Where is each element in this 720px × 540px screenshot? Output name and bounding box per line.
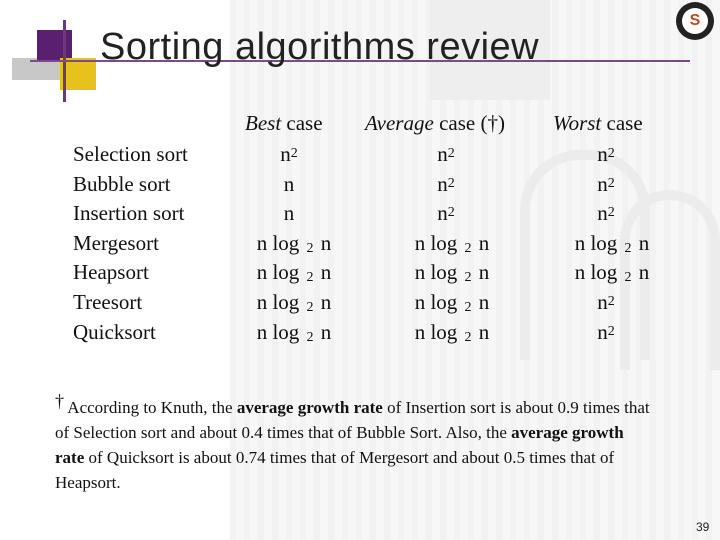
- page-number: 39: [696, 520, 710, 534]
- cell-worst-treesort: $n^2$: [597, 290, 615, 314]
- cell-worst-bubble: $n^2$: [597, 172, 615, 196]
- cell-avg-heapsort: n log 2 n: [414, 260, 490, 285]
- cell-avg-quicksort: n log 2 n: [414, 320, 490, 345]
- dagger-mark: †: [55, 391, 64, 411]
- row-label-selection: Selection sort: [73, 142, 188, 166]
- header-avg-rest: case (†): [433, 111, 505, 135]
- cell-best-selection: $n^2$: [280, 142, 298, 166]
- header-avg-word: Average: [365, 111, 434, 135]
- cell-avg-treesort: n log 2 n: [414, 290, 490, 315]
- cell-best-insertion: n: [283, 201, 295, 225]
- cell-best-heapsort: n log 2 n: [256, 260, 332, 285]
- header-worst-case: [553, 111, 643, 136]
- header-worst-rest: case: [601, 111, 643, 135]
- footnote: [55, 391, 655, 495]
- row-label-bubble: Bubble sort: [73, 172, 171, 196]
- header-average-case: [365, 111, 505, 136]
- note-text-1: According to Knuth, the: [64, 398, 237, 417]
- note-bold-1: average growth rate: [236, 398, 383, 417]
- cell-worst-selection: $n^2$: [597, 142, 615, 166]
- row-label-quicksort: Quicksort: [73, 320, 156, 344]
- note-text-2: of Insertion sort is about 0.9 times that of Selection sort and about 0.4 times that of Bubble Sort. Also, the: [55, 398, 650, 442]
- cell-worst-heapsort: n log 2 n: [574, 260, 650, 285]
- cell-avg-bubble: $n^2$: [437, 172, 455, 196]
- logo-letter: S: [689, 12, 701, 29]
- university-logo-icon: [676, 2, 714, 40]
- header-best-word: Best: [245, 111, 282, 135]
- row-label-insertion: Insertion sort: [73, 201, 185, 225]
- cell-avg-insertion: $n^2$: [437, 201, 455, 225]
- note-text-3: of Quicksort is about 0.74 times that of Mergesort and about 0.5 times that of Heapsort.: [55, 448, 615, 492]
- cell-best-bubble: n: [283, 172, 295, 196]
- cell-avg-selection: $n^2$: [437, 142, 455, 166]
- cell-avg-mergesort: n log 2 n: [414, 231, 490, 256]
- cell-best-mergesort: n log 2 n: [256, 231, 332, 256]
- cell-worst-insertion: $n^2$: [597, 201, 615, 225]
- cell-worst-quicksort: $n^2$: [597, 320, 615, 344]
- cell-worst-mergesort: n log 2 n: [574, 231, 650, 256]
- cell-best-quicksort: n log 2 n: [256, 320, 332, 345]
- note-bold-2: average growth rate: [55, 423, 624, 467]
- header-best-rest: case: [281, 111, 323, 135]
- row-label-mergesort: Mergesort: [73, 231, 159, 255]
- row-label-treesort: Treesort: [73, 290, 143, 314]
- header-best-case: [245, 111, 323, 136]
- header-worst-word: Worst: [553, 111, 602, 135]
- cell-best-treesort: n log 2 n: [256, 290, 332, 315]
- row-label-heapsort: Heapsort: [73, 260, 149, 284]
- slide-title: Sorting algorithms review: [100, 26, 540, 68]
